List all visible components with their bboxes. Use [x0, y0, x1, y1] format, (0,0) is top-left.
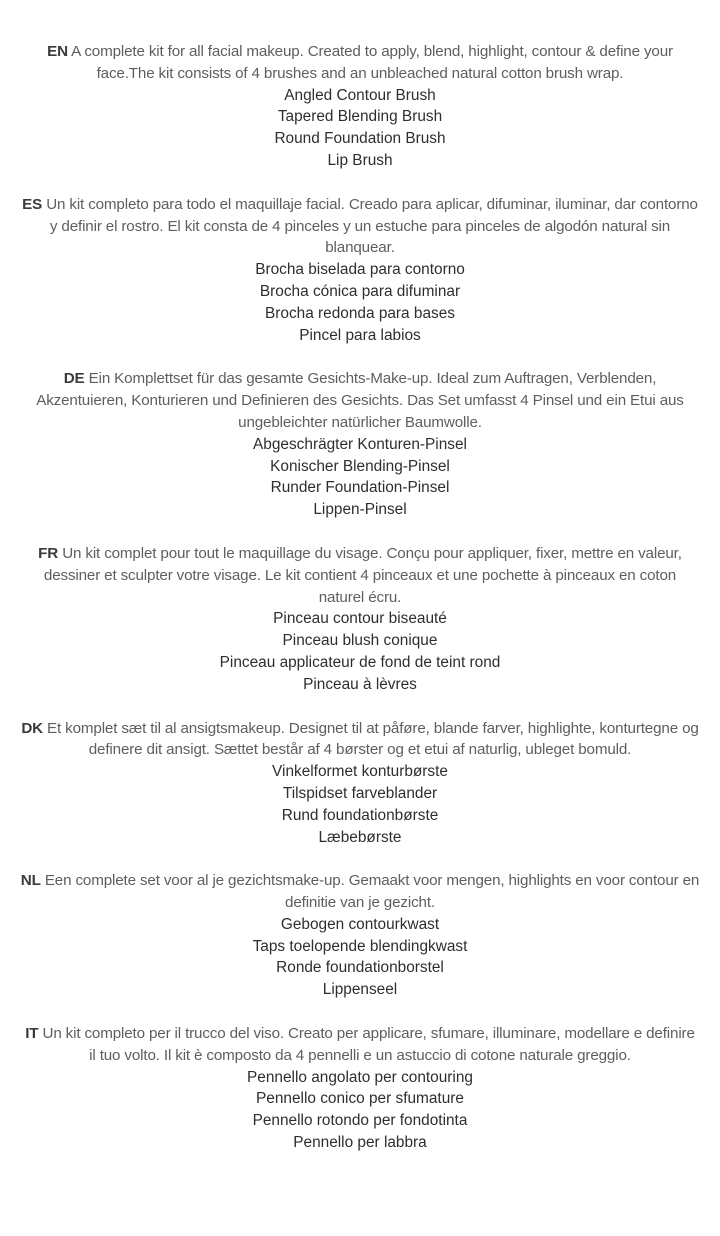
language-code: NL [20, 872, 41, 890]
language-section [20, 41, 700, 172]
brush-item: Gebogen contourkwast [280, 915, 440, 933]
section-description [20, 1023, 700, 1067]
brush-item: Tapered Blending Brush [277, 108, 443, 126]
language-section [20, 870, 700, 1001]
brush-item: Læbebørste [318, 828, 402, 846]
brush-item: Lippenseel [322, 981, 398, 999]
language-code: DE [63, 370, 85, 388]
brush-item: Abgeschrägter Konturen-Pinsel [253, 435, 467, 453]
description-text: Et komplet sæt til al ansigtsmakeup. Designet til at påføre, blande farver, highlighte, konturtegne og definere dit ansigt. Sættet består af 4 børster og et etui af naturlig, ubleget bomuld. [47, 719, 699, 759]
brush-item: Brocha redonda para bases [265, 304, 455, 322]
description-text: Un kit completo per il trucco del viso. Creato per applicare, sfumare, illuminare, modellare e definire il tuo volto. Il kit è composto da 4 pennelli e un astuccio di cotone naturale greggio. [42, 1025, 695, 1064]
language-code: ES [22, 195, 43, 213]
description-text: Een complete set voor al je gezichtsmake-up. Gemaakt voor mengen, highlights en voor contour en definitie van je gezicht. [44, 872, 700, 912]
section-description [20, 543, 700, 608]
section-description [20, 870, 700, 914]
brush-list [20, 914, 700, 1001]
brush-item: Taps toelopende blendingkwast [252, 937, 468, 955]
language-sections [0, 41, 720, 1154]
section-description [20, 368, 700, 433]
description-text: Un kit complet pour tout le maquillage du visage. Conçu pour appliquer, fixer, mettre en valeur, dessiner et sculpter votre visage. Le kit contient 4 pinceaux et une pochette à pinceaux en coton naturel écru. [43, 544, 682, 606]
brush-item: Lippen-Pinsel [313, 501, 407, 519]
language-code: EN [47, 43, 68, 60]
brush-item: Angled Contour Brush [284, 86, 436, 104]
language-code: DK [21, 719, 43, 737]
language-section [20, 1023, 700, 1154]
description-text: Un kit completo para todo el maquillaje facial. Creado para aplicar, difuminar, iluminar, dar contorno y definir el rostro. El kit consta de 4 pinceles y un estuche para pinceles de algodón natural sin blanquear. [46, 195, 698, 257]
description-text: Ein Komplettset für das gesamte Gesichts-Make-up. Ideal zum Auftragen, Verblenden, Akzentuieren, Konturieren und Definieren des Gesichts. Das Set umfasst 4 Pinsel und ein Etui aus ungebleichter natürlicher Baumwolle. [36, 370, 684, 431]
brush-item: Brocha cónica para difuminar [259, 282, 461, 300]
brush-item: Konischer Blending-Pinsel [270, 457, 450, 475]
description-text: A complete kit for all facial makeup. Created to apply, blend, highlight, contour & define your face.The kit consists of 4 brushes and an unbleached natural cotton brush wrap. [71, 43, 673, 82]
brush-item: Pennello per labbra [293, 1134, 427, 1152]
language-section [20, 543, 700, 696]
brush-item: Runder Foundation-Pinsel [270, 479, 450, 497]
brush-item: Rund foundationbørste [281, 806, 439, 824]
brush-item: Pinceau à lèvres [303, 675, 417, 693]
brush-item: Pennello rotondo per fondotinta [252, 1112, 468, 1130]
brush-list [20, 259, 700, 346]
brush-item: Pinceau blush conique [282, 632, 438, 650]
brush-item: Brocha biselada para contorno [255, 261, 465, 279]
brush-item: Pennello angolato per contouring [247, 1068, 473, 1086]
brush-item: Lip Brush [327, 151, 393, 169]
brush-item: Ronde foundationborstel [276, 959, 444, 977]
brush-list [20, 1067, 700, 1154]
language-section [20, 194, 700, 347]
language-section [20, 368, 700, 521]
brush-list [20, 608, 700, 695]
brush-list [20, 761, 700, 848]
section-description [20, 194, 700, 259]
language-code: FR [38, 544, 59, 562]
brush-list [20, 85, 700, 172]
brush-item: Round Foundation Brush [274, 130, 446, 148]
brush-item: Pennello conico per sfumature [256, 1090, 464, 1108]
brush-item: Pinceau contour biseauté [273, 610, 447, 628]
section-description [20, 41, 700, 85]
language-section [20, 718, 700, 849]
section-description [20, 718, 700, 762]
brush-list [20, 434, 700, 521]
language-code: IT [25, 1025, 39, 1043]
brush-item: Vinkelformet konturbørste [272, 763, 448, 781]
brush-item: Pincel para labios [299, 326, 421, 344]
brush-item: Tilspidset farveblander [282, 784, 438, 802]
brush-item: Pinceau applicateur de fond de teint rond [219, 653, 501, 671]
